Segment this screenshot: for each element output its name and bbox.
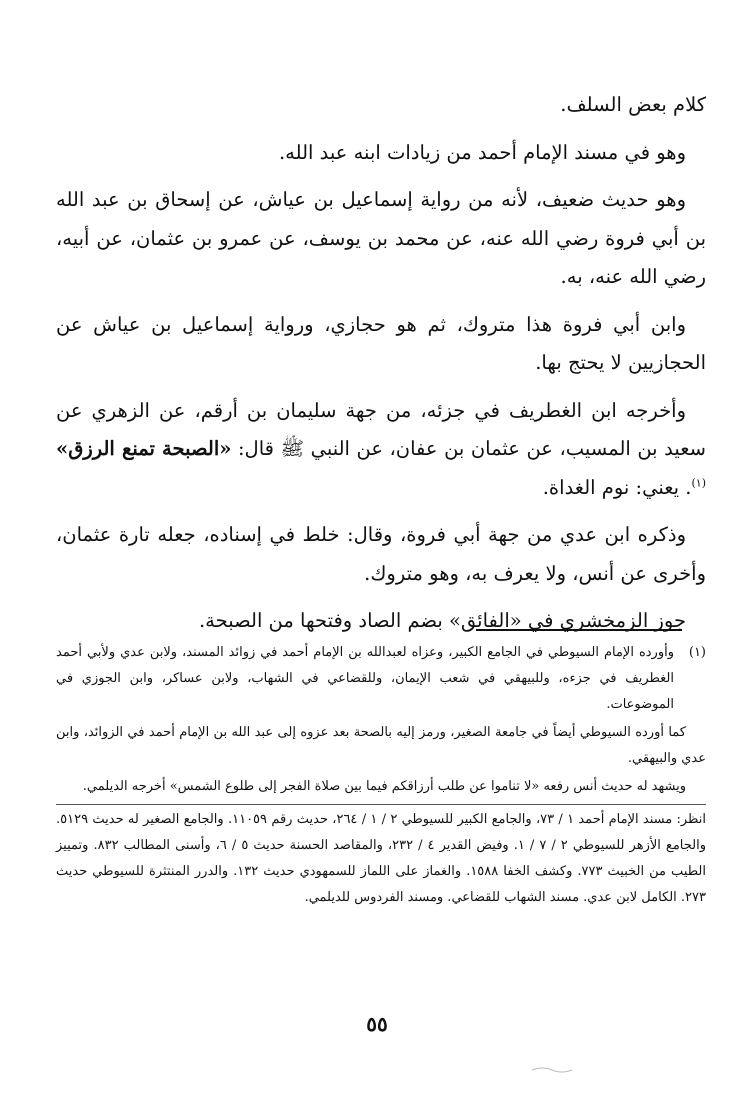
paragraph-2: وهو في مسند الإمام أحمد من زيادات ابنه عبد الله.	[278, 140, 686, 164]
footnote-paragraph-2: كما أورده السيوطي أيضاً في جامعة الصغير، ورمز إليه بالصحة بعد عزوه إلى عبد الله بن الإمام أحمد في الزوائد، وابن عدي والبيهقي.	[56, 725, 706, 766]
main-text	[56, 86, 706, 650]
paragraph-3: وهو حديث ضعيف، لأنه من رواية إسماعيل بن عياش، عن إسحاق بن عبد الله بن أبي فروة رضي الله عنه، عن محمد بن يوسف، عن عمرو بن عثمان، عن أبيه، رضي الله عنه، به.	[56, 188, 706, 288]
paragraph-7: جوز الزمخشري في «الفائق» بضم الصاد وفتحها من الصبحة.	[198, 609, 686, 632]
footnotes	[56, 640, 706, 913]
paragraph-5-text: وأخرجه ابن الغطريف في جزئه، من جهة سليمان بن أرقم، عن الزهري عن سعيد بن المسيب، عن عثمان بن عفان، عن النبي ﷺ قال:	[56, 398, 706, 460]
hadith-quote: «الصبحة تمنع الرزق»	[56, 437, 232, 460]
scan-mark	[530, 1064, 574, 1076]
page-number: ٥٥	[366, 1012, 388, 1036]
paragraph-4: وابن أبي فروة هذا متروك، ثم هو حجازي، ورواية إسماعيل بن عياش عن الحجازيين لا يحتج بها.	[56, 312, 706, 374]
footnote-references: انظر: مسند الإمام أحمد ١ / ٧٣، والجامع الكبير للسيوطي ٢ / ١ / ٢٦٤، حديث رقم ١١٠٥٩. والجامع الصغير له حديث ٥١٢٩. والجامع الأزهر للسيوطي ٢ / ٧ / ١. وفيض القدير ٤ / ٢٣٢، والمقاصد الحسنة حديث ٥ / ٦، وأسنى المطالب ٨٣٢. وتمييز الطيب من الخبيث ٧٧٣. وكشف الخفا ١٥٨٨. والغماز على اللماز للسمهودي حديث ١٣٢. والدرر المنتثرة للسيوطي حديث ٢٧٣. الكامل لابن عدي. مسند الشهاب للقضاعي. ومسند الفردوس للديلمي.	[56, 804, 706, 911]
paragraph-5	[56, 392, 706, 508]
paragraph-6: وذكره ابن عدي من جهة أبي فروة، وقال: خلط في إسناده، جعله تارة عثمان، وأخرى عن أنس، ولا يعرف به، وهو متروك.	[56, 523, 706, 585]
paragraph-5-after: . يعني: نوم الغداة.	[542, 475, 692, 499]
footnote-1	[56, 640, 706, 718]
paragraph-1: كلام بعض السلف.	[560, 93, 706, 116]
footnote-1-number: (١)	[688, 645, 706, 660]
footnote-1-text: وأورده الإمام السيوطي في الجامع الكبير، وعزاه لعبدالله بن الإمام أحمد في زوائد المسند، ولابن عدي ولأبي أحمد الغطريف في جزءه، وللبيهقي في شعب الإيمان، وللقضاعي في الشهاب، ولابن عساكر، وابن الجوزي في الموضوعات.	[56, 645, 674, 712]
footnote-ref: (١)	[691, 476, 706, 489]
footnote-separator	[476, 629, 682, 631]
footnote-paragraph-3: ويشهد له حديث أنس رفعه «لا تناموا عن طلب أرزاقكم فيما بين صلاة الفجر إلى طلوع الشمس» أخرجه الديلمي.	[82, 779, 686, 794]
